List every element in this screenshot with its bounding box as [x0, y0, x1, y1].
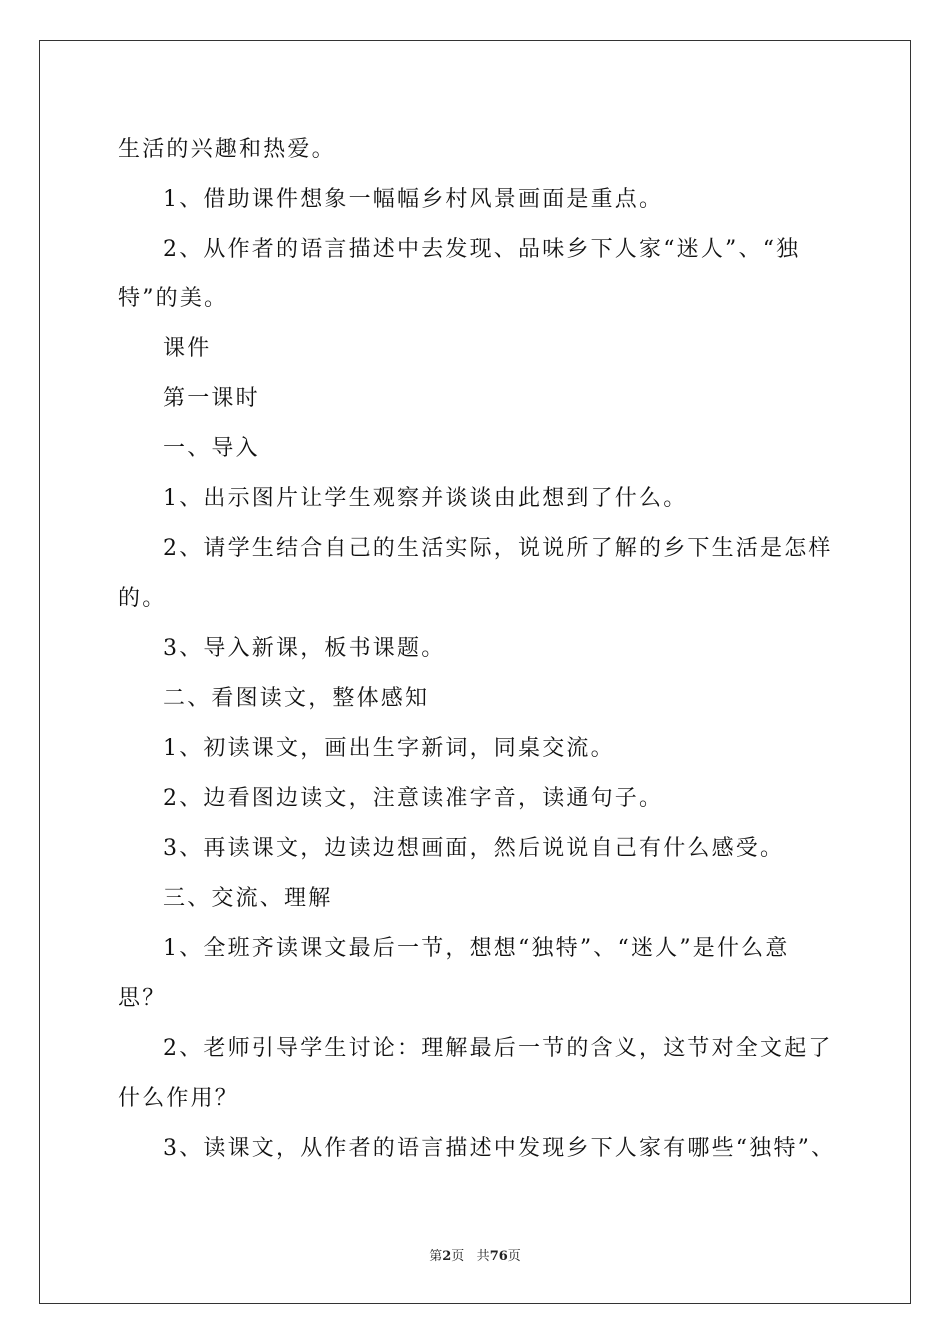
text-line: 课件 [163, 336, 212, 361]
text-line: 2、请学生结合自己的生活实际，说说所了解的乡下生活是怎样 [163, 536, 833, 561]
text-line: 1、出示图片让学生观察并谈谈由此想到了什么。 [163, 486, 688, 511]
text-line: 特”的美。 [118, 286, 229, 311]
total-prefix: 共 [476, 1249, 490, 1264]
total-suffix: 页 [507, 1249, 521, 1264]
total-pages: 76 [489, 1249, 508, 1264]
text-line: 什么作用？ [118, 1086, 240, 1111]
text-line: 2、从作者的语言描述中去发现、品味乡下人家“迷人”、“独 [163, 237, 801, 262]
page-prefix: 第 [429, 1249, 443, 1264]
section-heading: 一、导入 [163, 436, 260, 461]
page-border [39, 40, 911, 1304]
text-line: 生活的兴趣和热爱。 [118, 137, 336, 162]
section-heading: 三、交流、理解 [163, 886, 333, 911]
text-line: 3、再读课文，边读边想画面，然后说说自己有什么感受。 [163, 836, 785, 861]
text-line: 3、导入新课，板书课题。 [163, 636, 446, 661]
page-footer [0, 1248, 950, 1266]
text-line: 1、全班齐读课文最后一节，想想“独特”、“迷人”是什么意 [163, 936, 790, 961]
text-line: 1、借助课件想象一幅幅乡村风景画面是重点。 [163, 187, 664, 212]
page-number: 2 [442, 1249, 452, 1264]
text-line: 3、读课文，从作者的语言描述中发现乡下人家有哪些“独特”、 [163, 1136, 836, 1161]
page-suffix: 页 [451, 1249, 465, 1264]
text-line: 2、边看图边读文，注意读准字音，读通句子。 [163, 786, 664, 811]
text-line: 思？ [118, 986, 167, 1011]
text-line: 1、初读课文，画出生字新词，同桌交流。 [163, 736, 615, 761]
text-line: 2、老师引导学生讨论：理解最后一节的含义，这节对全文起了 [163, 1036, 833, 1061]
text-line: 的。 [118, 586, 167, 611]
text-line: 第一课时 [163, 386, 260, 411]
section-heading: 二、看图读文，整体感知 [163, 686, 430, 711]
